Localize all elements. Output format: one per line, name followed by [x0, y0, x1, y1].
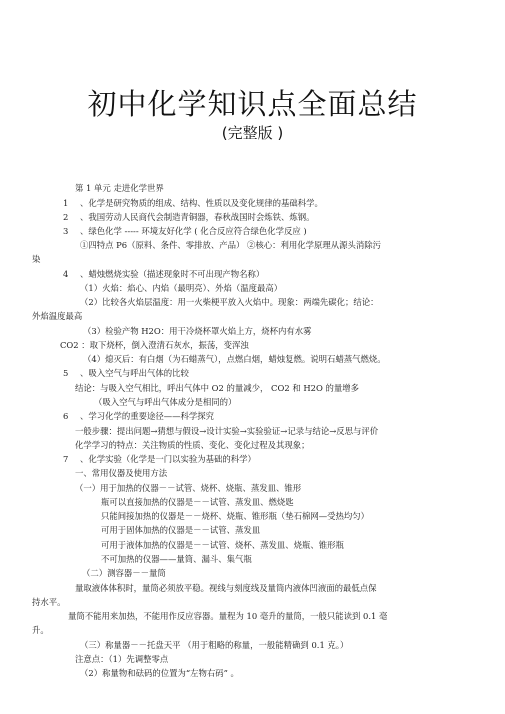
- text-line: （2）称量物和砝码的位置为“左物右码” 。: [80, 668, 239, 678]
- text-line: （二）测容器－－量筒: [82, 568, 166, 578]
- text-line: （一）用于加热的仪器－－试管、烧杯、烧瓶、蒸发皿、锥形: [75, 483, 302, 493]
- text-line: （吸入空气与呼出气体成分是相同的）: [94, 397, 237, 407]
- text-line: 量取液体体积时，量筒必须放平稳。视线与刻度线及量筒内液体凹液面的最低点保: [75, 583, 377, 593]
- text-line: （三）称量器－－托盘天平 （用于粗略的称量，一般能精确到 0.1 克。）: [80, 640, 349, 650]
- item-number: 3: [63, 226, 69, 236]
- item-number: 5: [63, 368, 69, 378]
- text-line: 染: [32, 254, 41, 264]
- text-line: 量筒不能用来加热，不能用作反应容器。量程为 10 毫升的量筒，一般只能读到 0.1 毫: [68, 611, 388, 621]
- text-line: 持水平。: [32, 597, 66, 607]
- text-line: 、蜡烛燃烧实验（描述现象时不可出现产物名称）: [80, 269, 265, 279]
- text-line: （3）检验产物 H2O：用干冷烧杯罩火焰上方，烧杯内有水雾: [83, 326, 312, 336]
- text-line: 可用于液体加热的仪器是－－试管、烧杯、蒸发皿、烧瓶、锥形瓶: [101, 540, 344, 550]
- item-number: 2: [63, 212, 69, 222]
- item-number: 6: [63, 411, 69, 421]
- text-line: 注意点：（1）先调整零点: [75, 654, 169, 664]
- text-line: 只能间接加热的仪器是－－烧杯、烧瓶、锥形瓶（垫石棉网—受热均匀）: [101, 511, 369, 521]
- text-line: CO2 ：取下烧杯，倒入澄清石灰水，振荡，变浑浊: [60, 340, 249, 350]
- text-line: 、绿色化学 ----- 环境友好化学 ( 化合反应符合绿色化学反应 ): [80, 226, 307, 236]
- text-line: 化学学习的特点：关注物质的性质、变化、变化过程及其现象；: [75, 440, 310, 450]
- text-line: 一、常用仪器及使用方法: [75, 468, 168, 478]
- document-title: 初中化学知识点全面总结: [87, 87, 418, 121]
- item-number: 4: [63, 269, 69, 279]
- text-line: 结论：与吸入空气相比，呼出气体中 O2 的量减少， CO2 和 H2O 的量增多: [75, 383, 360, 393]
- text-line: 升。: [32, 625, 49, 635]
- text-line: 、化学实验（化学是一门以实验为基础的科学）: [80, 454, 256, 464]
- item-number: 1: [63, 198, 69, 208]
- text-line: 瓶可以直接加热的仪器是－－试管、蒸发皿、燃烧匙: [101, 497, 294, 507]
- text-line: 外焰温度最高: [32, 311, 83, 321]
- document-subtitle: (完整版 ): [221, 124, 284, 142]
- text-line: （2）比较各火焰层温度：用一火柴梗平放入火焰中。现象：两端先碳化；结论：: [80, 297, 379, 307]
- text-line: 、化学是研究物质的组成、结构、性质以及变化规律的基础科学。: [80, 198, 323, 208]
- text-line: 不可加热的仪器——量筒、漏斗、集气瓶: [101, 554, 252, 564]
- text-line: 第 1 单元 走进化学世界: [75, 183, 164, 193]
- text-line: 可用于固体加热的仪器是－－试管、蒸发皿: [101, 525, 261, 535]
- text-line: 、学习化学的重要途径——科学探究: [80, 411, 214, 421]
- text-line: ①四特点 P6（原料、条件、零排放、产品） ②核心：利用化学原理从源头消除污: [80, 240, 382, 250]
- text-line: 一般步骤：提出问题→猜想与假设→设计实验→实验验证→记录与结论→反思与评价: [75, 426, 379, 436]
- text-line: 、我国劳动人民商代会制造青铜器，春秋战国时会炼铁、炼钢。: [80, 212, 315, 222]
- item-number: 7: [63, 454, 69, 464]
- text-line: 、吸入空气与呼出气体的比较: [80, 368, 189, 378]
- text-line: （4）熄灭后：有白烟（为石蜡蒸气），点燃白烟，蜡烛复燃。说明石蜡蒸气燃烧。: [83, 354, 386, 364]
- text-line: （1）火焰：焰心、内焰（最明亮）、外焰（温度最高）: [80, 283, 283, 293]
